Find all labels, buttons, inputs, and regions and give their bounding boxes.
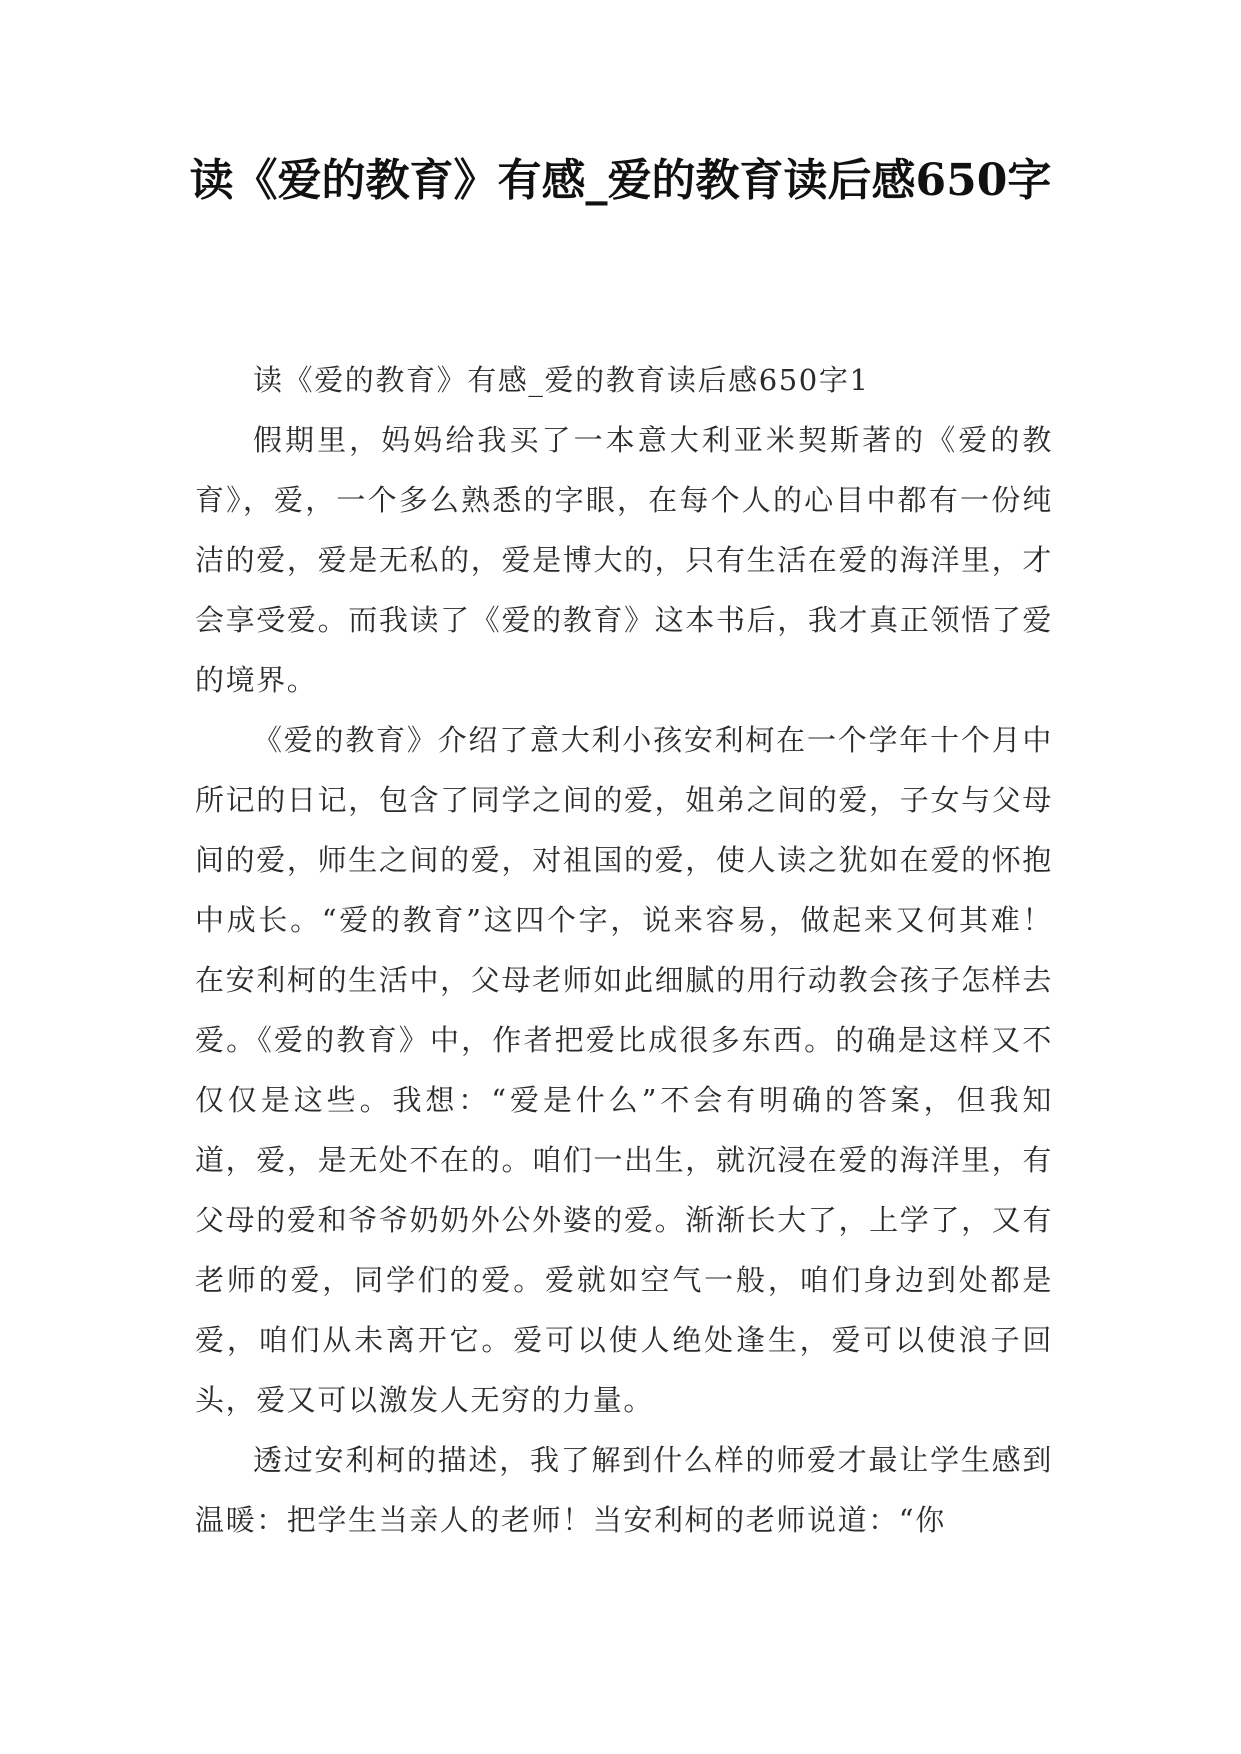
- paragraph: 透过安利柯的描述，我了解到什么样的师爱才最让学生感到温暖：把学生当亲人的老师！当安利柯的老师说道：“你: [195, 1443, 1053, 1537]
- paragraph: 假期里，妈妈给我买了一本意大利亚米契斯著的《爱的教育》，爱，一个多么熟悉的字眼，在每个人的心目中都有一份纯洁的爱，爱是无私的，爱是博大的，只有生活在爱的海洋里，才会享受爱。而我读了《爱的教育》这本书后，我才真正领悟了爱的境界。: [195, 423, 1053, 697]
- document-title: 读《爱的教育》有感_爱的教育读后感650字: [189, 155, 1052, 206]
- paragraph-subheading: 读《爱的教育》有感_爱的教育读后感650字1: [253, 363, 870, 397]
- paragraph: 《爱的教育》介绍了意大利小孩安利柯在一个学年十个月中所记的日记，包含了同学之间的爱，姐弟之间的爱，子女与父母间的爱，师生之间的爱，对祖国的爱，使人读之犹如在爱的怀抱中成长。“爱的教育”这四个字，说来容易，做起来又何其难！在安利柯的生活中，父母老师如此细腻的用行动教会孩子怎样去爱。《爱的教育》中，作者把爱比成很多东西。的确是这样又不仅仅是这些。我想：“爱是什么”不会有明确的答案，但我知道，爱，是无处不在的。咱们一出生，就沉浸在爱的海洋里，有父母的爱和爷爷奶奶外公外婆的爱。渐渐长大了，上学了，又有老师的爱，同学们的爱。爱就如空气一般，咱们身边到处都是爱，咱们从未离开它。爱可以使人绝处逢生，爱可以使浪子回头，爱又可以激发人无穷的力量。: [195, 723, 1053, 1417]
- document-body: [195, 350, 1053, 1550]
